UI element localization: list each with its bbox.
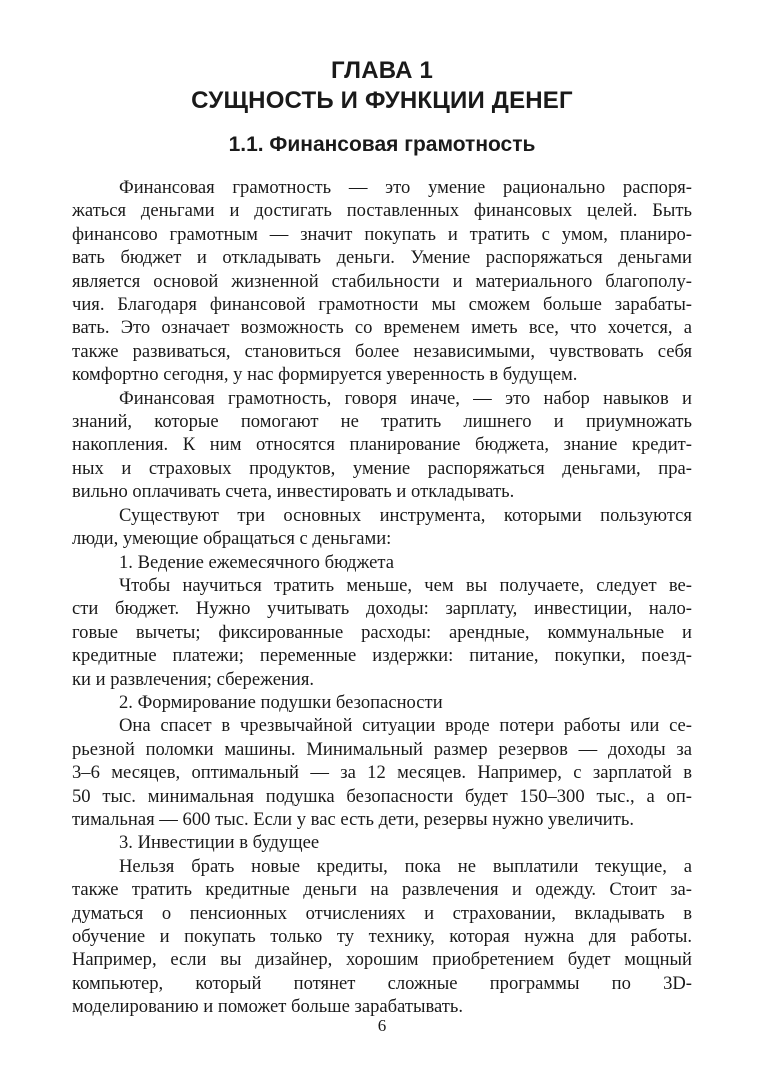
text-line: говые вычеты; фиксированные расходы: арендные, коммунальные и bbox=[72, 621, 692, 643]
text-line: Она спасет в чрезвычайной ситуации вроде потери работы или се- bbox=[119, 715, 692, 737]
list-heading: 3. Инвестиции в будущее bbox=[119, 832, 320, 854]
text-line: компьютер, который потянет сложные программы по 3D- bbox=[72, 972, 692, 994]
section-title: 1.1. Финансовая грамотность bbox=[228, 133, 536, 156]
page-number: 6 bbox=[377, 1016, 387, 1035]
text-line: Например, если вы дизайнер, хорошим приобретением будет мощный bbox=[72, 949, 692, 971]
text-line: ки и развлечения; сбережения. bbox=[72, 668, 315, 690]
text-line: является основой жизненной стабильности и материального благополу- bbox=[72, 270, 692, 292]
text-line: Финансовая грамотность, говоря иначе, — это набор навыков и bbox=[119, 387, 692, 409]
text-line: финансово грамотным — значит покупать и тратить с умом, планиро- bbox=[72, 223, 692, 245]
text-line: накопления. К ним относятся планирование бюджета, знание кредит- bbox=[72, 434, 692, 456]
body-text bbox=[72, 176, 692, 1019]
text-line: кредитные платежи; переменные издержки: питание, покупки, поезд- bbox=[72, 645, 692, 667]
chapter-title: СУЩНОСТЬ И ФУНКЦИИ ДЕНЕГ bbox=[191, 87, 573, 114]
text-line: 3–6 месяцев, оптимальный — за 12 месяцев. Например, с зарплатой в bbox=[72, 762, 692, 784]
text-line: сти бюджет. Нужно учитывать доходы: зарплату, инвестиции, нало- bbox=[72, 598, 692, 620]
text-line: Нельзя брать новые кредиты, пока не выплатили текущие, а bbox=[119, 855, 692, 877]
text-line: люди, умеющие обращаться с деньгами: bbox=[72, 528, 392, 550]
text-line: тимальная — 600 тыс. Если у вас есть дети, резервы нужно увеличить. bbox=[72, 808, 635, 830]
list-heading: 2. Формирование подушки безопасности bbox=[119, 691, 443, 713]
page bbox=[72, 56, 692, 1019]
chapter-label: ГЛАВА 1 bbox=[330, 57, 434, 84]
text-line: рьезной поломки машины. Минимальный размер резервов — доходы за bbox=[72, 738, 692, 760]
list-heading: 1. Ведение ежемесячного бюджета bbox=[119, 551, 394, 573]
text-line: Чтобы научиться тратить меньше, чем вы получаете, следует ве- bbox=[119, 574, 692, 596]
text-line: вать бюджет и откладывать деньги. Умение распоряжаться деньгами bbox=[72, 247, 692, 269]
text-line: Существуют три основных инструмента, которыми пользуются bbox=[119, 504, 692, 526]
text-line: вильно оплачивать счета, инвестировать и откладывать. bbox=[72, 481, 515, 503]
text-line: вать. Это означает возможность со временем иметь все, что хочется, а bbox=[72, 317, 692, 339]
text-line: Финансовая грамотность — это умение рационально распоря- bbox=[119, 177, 692, 198]
text-line: 50 тыс. минимальная подушка безопасности будет 150–300 тыс., а оп- bbox=[72, 785, 692, 807]
text-line: думаться о пенсионных отчислениях и страховании, вкладывать в bbox=[72, 902, 692, 924]
text-line: также тратить кредитные деньги на развлечения и одежду. Стоит за- bbox=[72, 879, 692, 901]
text-line: моделированию и поможет больше зарабатывать. bbox=[72, 996, 464, 1018]
text-line: также развиваться, становиться более независимыми, чувствовать себя bbox=[72, 340, 692, 362]
text-line: знаний, которые помогают не тратить лишнего и приумножать bbox=[72, 411, 692, 433]
text-line: обучение и покупать только ту технику, которая нужна для работы. bbox=[72, 926, 692, 947]
text-line: чия. Благодаря финансовой грамотности мы сможем больше зарабаты- bbox=[72, 294, 692, 316]
text-line: ных и страховых продуктов, умение распоряжаться деньгами, пра- bbox=[72, 457, 692, 479]
text-line: комфортно сегодня, у нас формируется уверенность в будущем. bbox=[72, 364, 578, 386]
chapter-heading bbox=[72, 56, 692, 116]
text-line: жаться деньгами и достигать поставленных финансовых целей. Быть bbox=[72, 200, 692, 222]
